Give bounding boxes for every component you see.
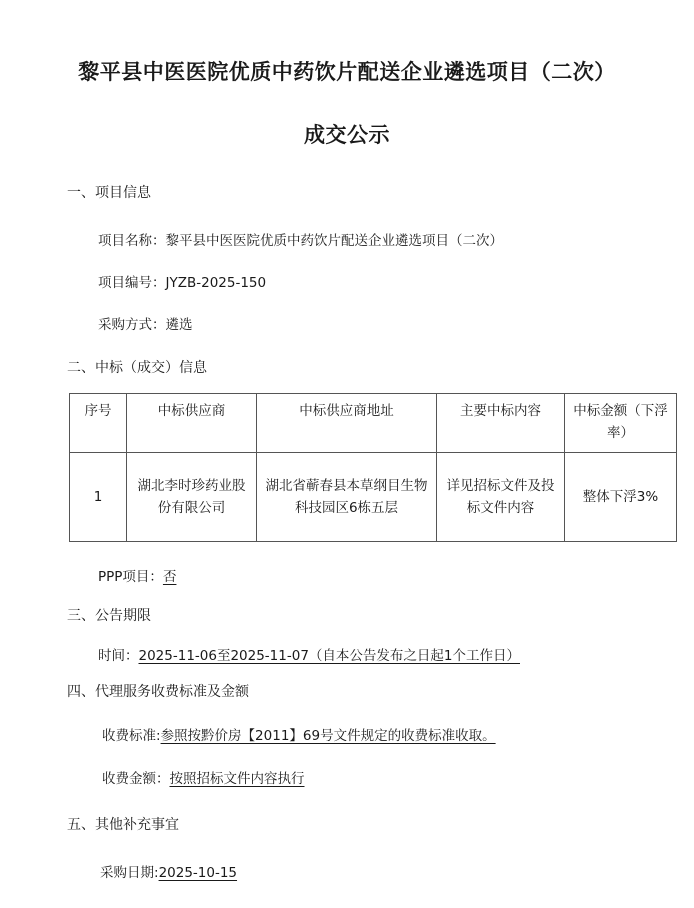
notice-time-label: 时间： — [98, 648, 139, 664]
header-supplier: 中标供应商 — [127, 394, 257, 453]
header-amount: 中标金额（下浮率） — [565, 394, 677, 453]
section-heading-other: 五、其他补充事宜 — [67, 817, 179, 833]
section-heading-project-info: 一、项目信息 — [67, 185, 151, 201]
header-content: 主要中标内容 — [437, 394, 565, 453]
procurement-date-label: 采购日期: — [100, 865, 159, 881]
header-address: 中标供应商地址 — [257, 394, 437, 453]
section-heading-award-info: 二、中标（成交）信息 — [67, 360, 207, 376]
project-no-line — [98, 271, 266, 291]
procurement-date-value: 2025-10-15 — [158, 865, 238, 881]
fee-amount-label: 收费金额： — [102, 771, 170, 787]
notice-time-line — [98, 644, 520, 664]
project-name-label: 项目名称： — [98, 233, 166, 249]
project-no-label: 项目编号： — [98, 275, 166, 291]
cell-address: 湖北省蕲春县本草纲目生物科技园区6栋五层 — [257, 453, 437, 542]
table-header-row — [70, 394, 677, 453]
fee-standard-value: 参照按黔价房【2011】69号文件规定的收费标准收取。 — [160, 728, 496, 744]
section-heading-notice-period: 三、公告期限 — [67, 608, 151, 624]
procurement-method-line — [98, 313, 193, 333]
fee-amount-value: 按照招标文件内容执行 — [169, 771, 305, 787]
project-name-value: 黎平县中医医院优质中药饮片配送企业遴选项目（二次） — [165, 233, 503, 249]
table-row — [70, 453, 677, 542]
procurement-method-value: 遴选 — [165, 317, 193, 333]
fee-standard-label: 收费标准: — [102, 728, 161, 744]
header-no: 序号 — [70, 394, 127, 453]
ppp-label: PPP项目： — [98, 569, 163, 585]
page-title: 黎平县中医医院优质中药饮片配送企业遴选项目（二次） — [78, 60, 616, 84]
cell-supplier: 湖北李时珍药业股份有限公司 — [127, 453, 257, 542]
page-subtitle: 成交公示 — [304, 123, 390, 147]
procurement-date-line — [100, 861, 237, 881]
ppp-value: 否 — [162, 569, 177, 585]
fee-amount-line — [102, 767, 305, 787]
fee-standard-line — [102, 724, 496, 744]
cell-content: 详见招标文件及投标文件内容 — [437, 453, 565, 542]
project-name-line — [98, 229, 503, 249]
award-table — [69, 393, 677, 542]
procurement-method-label: 采购方式： — [98, 317, 166, 333]
cell-amount: 整体下浮3% — [565, 453, 677, 542]
project-no-value: JYZB-2025-150 — [165, 275, 267, 291]
cell-no: 1 — [70, 453, 127, 542]
section-heading-agency-fee: 四、代理服务收费标准及金额 — [67, 684, 249, 700]
ppp-line — [98, 565, 176, 585]
notice-time-value: 2025-11-06至2025-11-07（自本公告发布之日起1个工作日） — [138, 648, 520, 664]
